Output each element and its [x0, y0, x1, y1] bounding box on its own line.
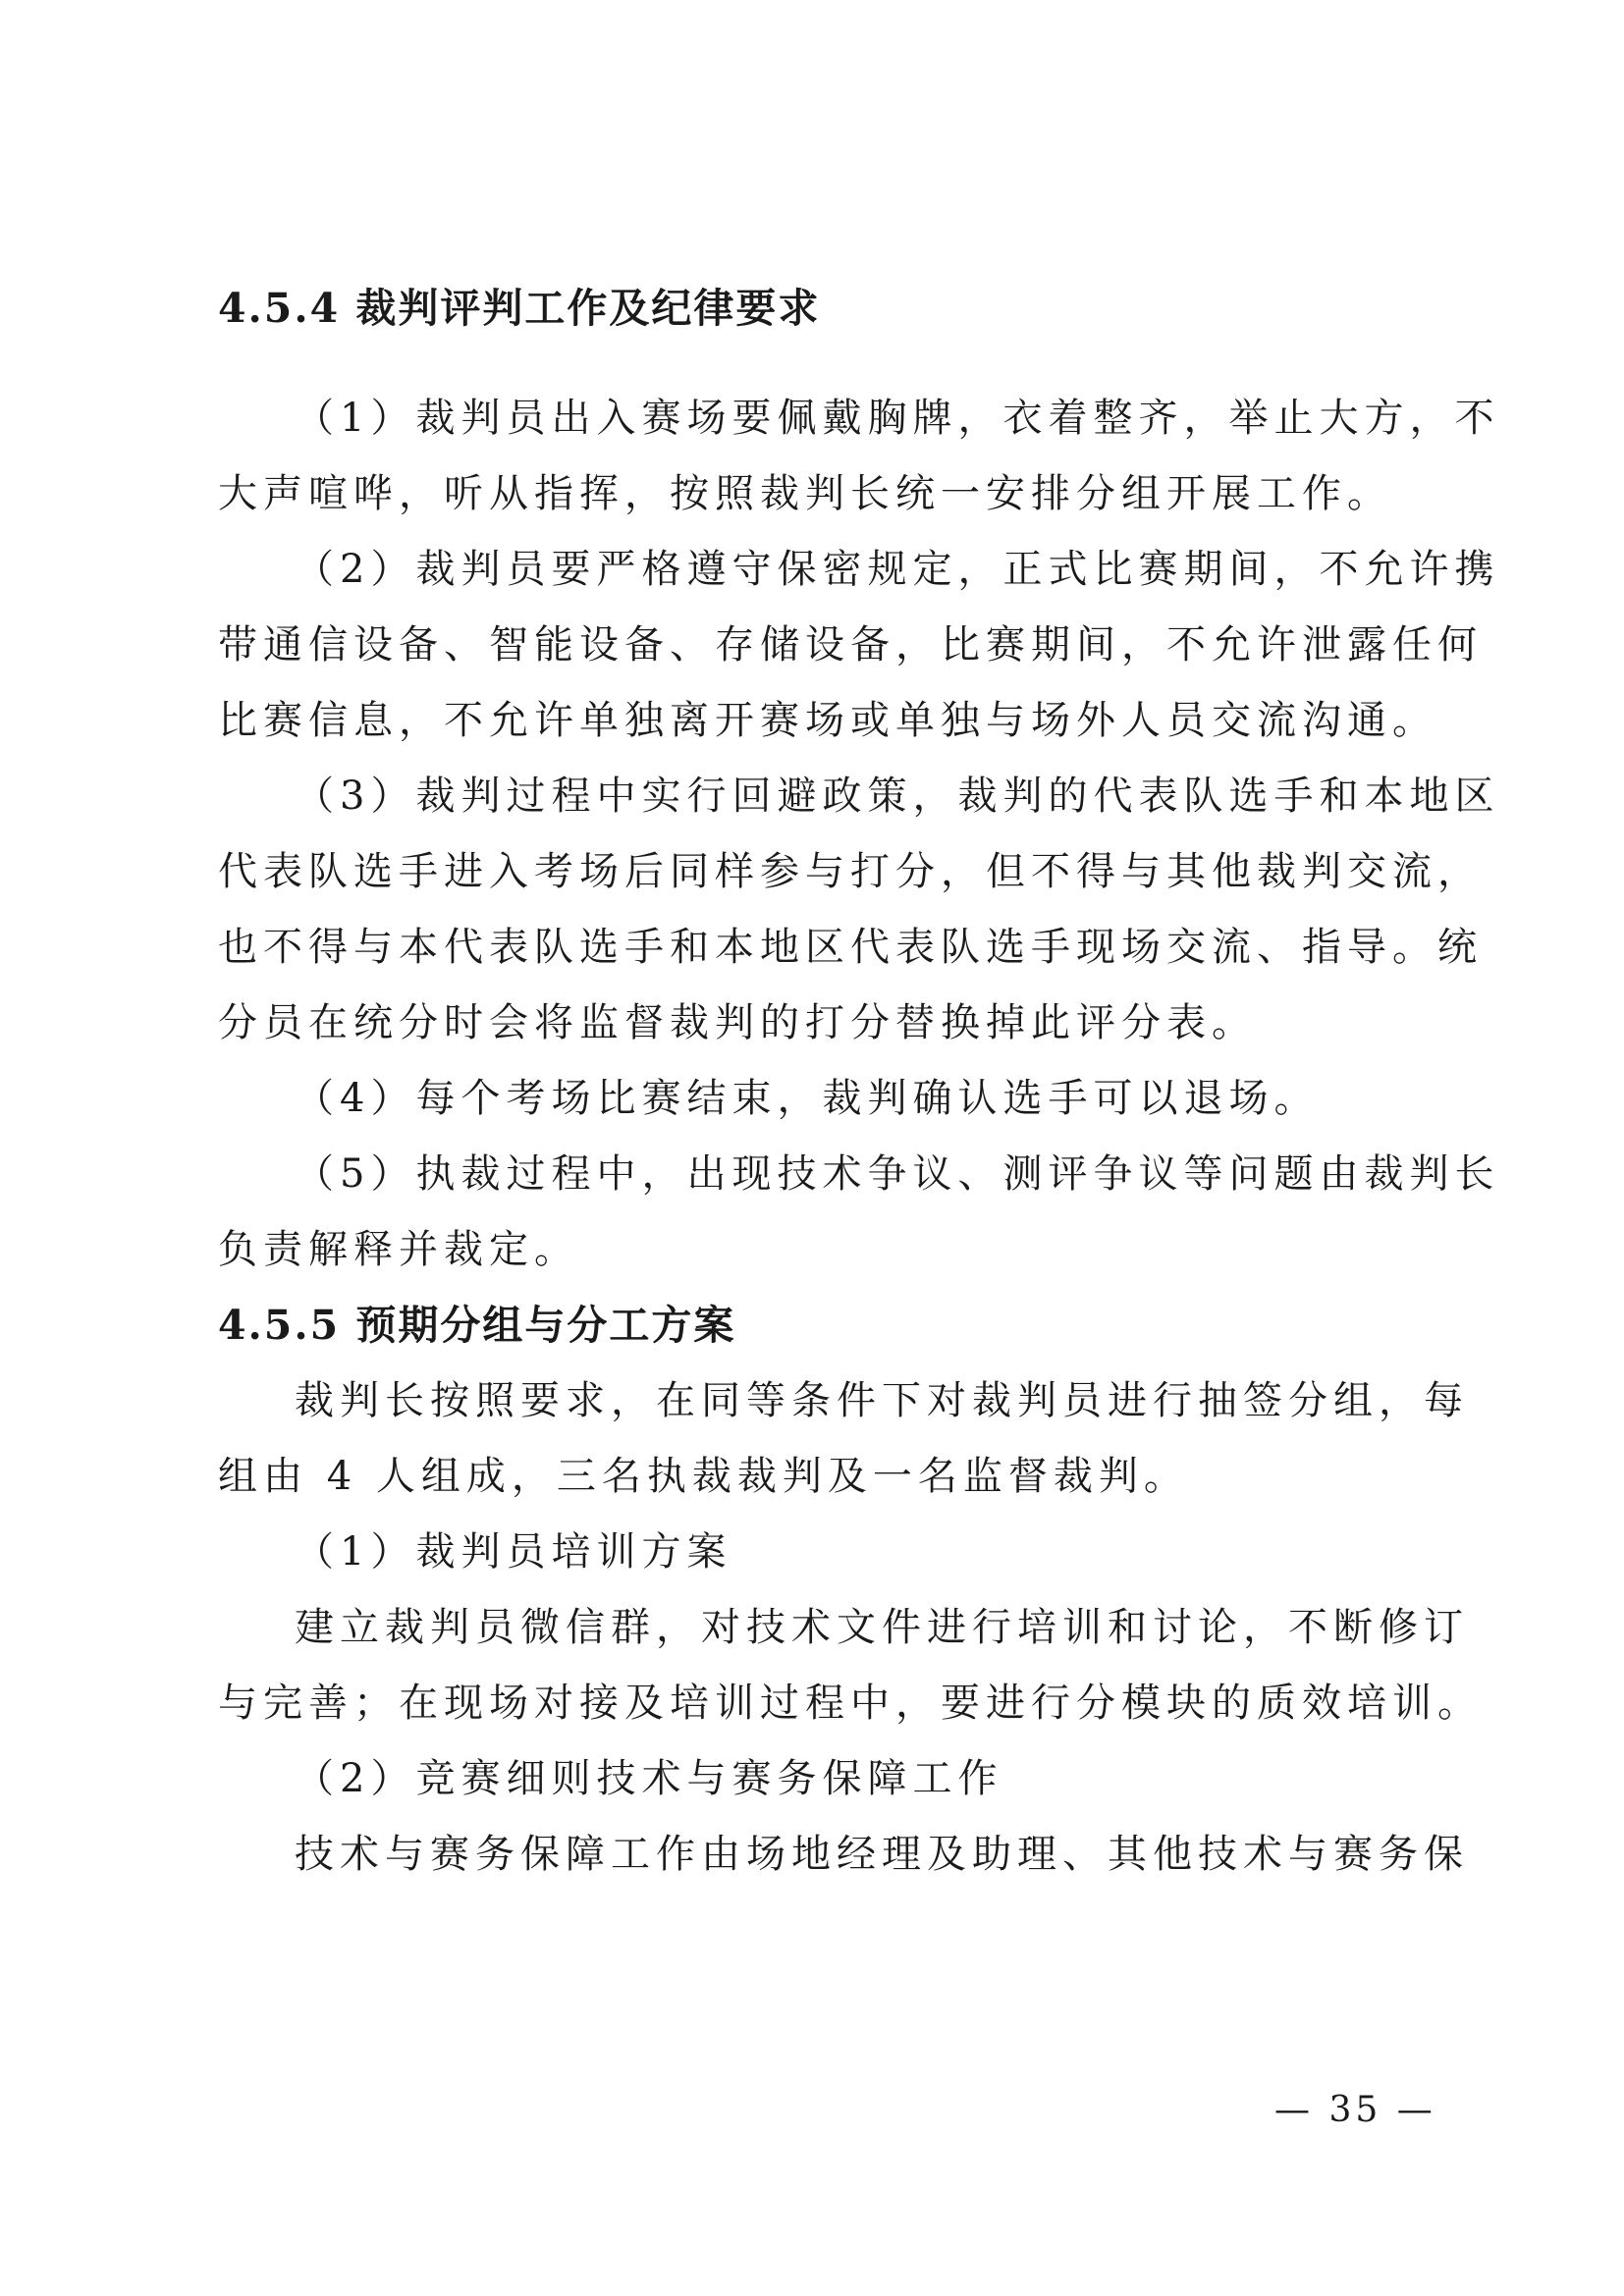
paragraph-line: 代表队选手进入考场后同样参与打分，但不得与其他裁判交流，: [218, 849, 1483, 894]
paragraph-line: 负责解释并裁定。: [218, 1227, 579, 1272]
paragraph-line: 裁判长按照要求，在同等条件下对裁判员进行抽签分组，每: [295, 1378, 1469, 1423]
paragraph-line: （1）裁判员培训方案: [295, 1529, 732, 1575]
paragraph-line: （1）裁判员出入赛场要佩戴胸牌，衣着整齐，举止大方，不: [295, 396, 1500, 441]
paragraph-line: 组由 4 人组成，三名执裁裁判及一名监督裁判。: [218, 1454, 1189, 1499]
paragraph-line: （4）每个考场比赛结束，裁判确认选手可以退场。: [295, 1076, 1320, 1121]
section-heading-4-5-4: 4.5.4 裁判评判工作及纪律要求: [218, 285, 821, 332]
page-number: — 35 —: [1274, 2090, 1436, 2130]
paragraph-line: 比赛信息，不允许单独离开赛场或单独与场外人员交流沟通。: [218, 698, 1437, 743]
paragraph-line: （3）裁判过程中实行回避政策，裁判的代表队选手和本地区: [295, 774, 1500, 819]
paragraph-line: 大声喧哗，听从指挥，按照裁判长统一安排分组开展工作。: [218, 471, 1392, 516]
paragraph-line: 与完善；在现场对接及培训过程中，要进行分模块的质效培训。: [218, 1681, 1483, 1726]
paragraph-line: 也不得与本代表队选手和本地区代表队选手现场交流、指导。统: [218, 925, 1483, 970]
paragraph-line: 技术与赛务保障工作由场地经理及助理、其他技术与赛务保: [295, 1832, 1469, 1877]
paragraph-line: 分员在统分时会将监督裁判的打分替换掉此评分表。: [218, 1000, 1257, 1045]
paragraph-line: 建立裁判员微信群，对技术文件进行培训和讨论，不断修订: [295, 1605, 1469, 1650]
paragraph-line: （5）执裁过程中，出现技术争议、测评争议等问题由裁判长: [295, 1151, 1500, 1197]
paragraph-line: 带通信设备、智能设备、存储设备，比赛期间，不允许泄露任何: [218, 622, 1483, 667]
section-heading-4-5-5: 4.5.5 预期分组与分工方案: [218, 1302, 736, 1349]
paragraph-line: （2）竞赛细则技术与赛务保障工作: [295, 1756, 1003, 1801]
paragraph-line: （2）裁判员要严格遵守保密规定，正式比赛期间，不允许携: [295, 547, 1500, 592]
